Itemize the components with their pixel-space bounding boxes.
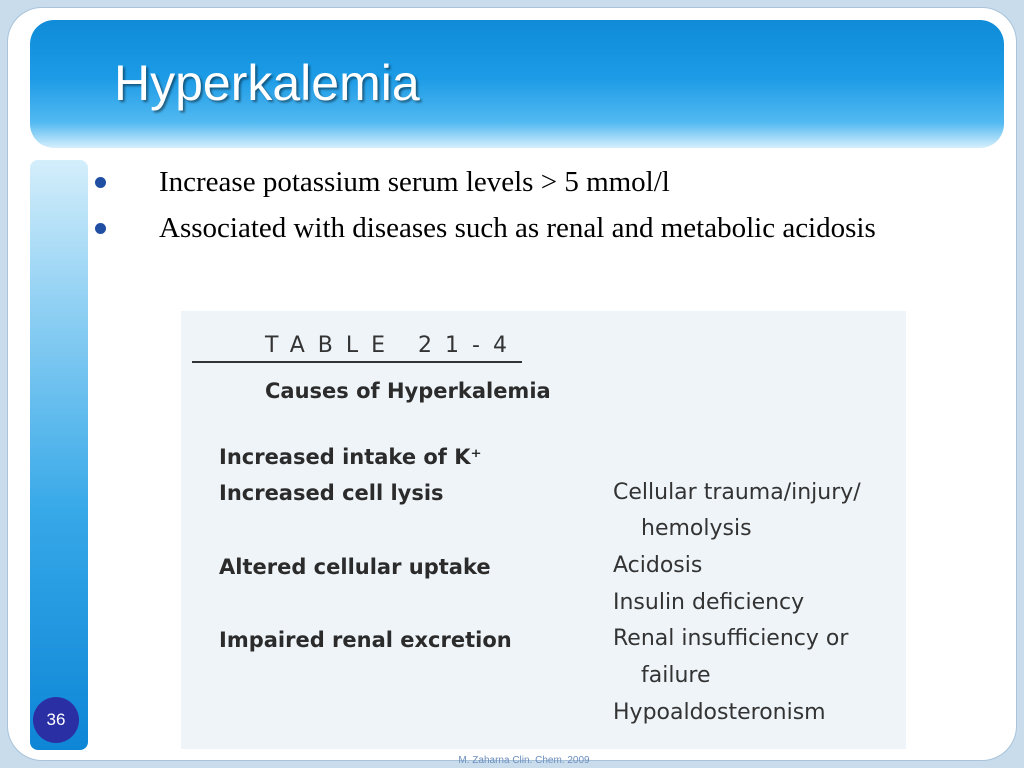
detail-item: Hypoaldosteronism bbox=[613, 700, 826, 725]
cause-item: Impaired renal excretion bbox=[219, 628, 512, 652]
detail-item: Cellular trauma/injury/ bbox=[613, 480, 861, 505]
detail-item: Acidosis bbox=[613, 553, 703, 578]
bullet-item bbox=[88, 163, 928, 201]
detail-item: hemolysis bbox=[641, 516, 752, 541]
cause-item: Increased cell lysis bbox=[219, 481, 444, 505]
side-bar bbox=[30, 160, 88, 750]
cause-item: Increased intake of K⁺ bbox=[219, 445, 482, 469]
bullet-text: Associated with diseases such as renal and metabolic acidosis bbox=[159, 212, 876, 244]
detail-item: Renal insufficiency or bbox=[613, 626, 849, 651]
slide-number-badge: 36 bbox=[33, 697, 79, 743]
detail-item: failure bbox=[641, 663, 711, 688]
table-label: TABLE 21-4 bbox=[265, 333, 520, 358]
table-figure bbox=[181, 311, 906, 749]
detail-item: Insulin deficiency bbox=[613, 590, 805, 615]
bullet-icon bbox=[95, 223, 106, 234]
table-caption: Causes of Hyperkalemia bbox=[265, 379, 551, 403]
cause-item: Altered cellular uptake bbox=[219, 555, 491, 579]
bullet-list bbox=[88, 163, 928, 255]
bullet-text: Increase potassium serum levels > 5 mmol/l bbox=[159, 166, 670, 198]
footer-credit: M. Zaharna Clin. Chem. 2009 bbox=[458, 755, 590, 766]
slide-title: Hyperkalemia bbox=[114, 55, 420, 111]
table-rule bbox=[192, 361, 522, 363]
bullet-item bbox=[88, 209, 928, 247]
bullet-icon bbox=[95, 177, 106, 188]
